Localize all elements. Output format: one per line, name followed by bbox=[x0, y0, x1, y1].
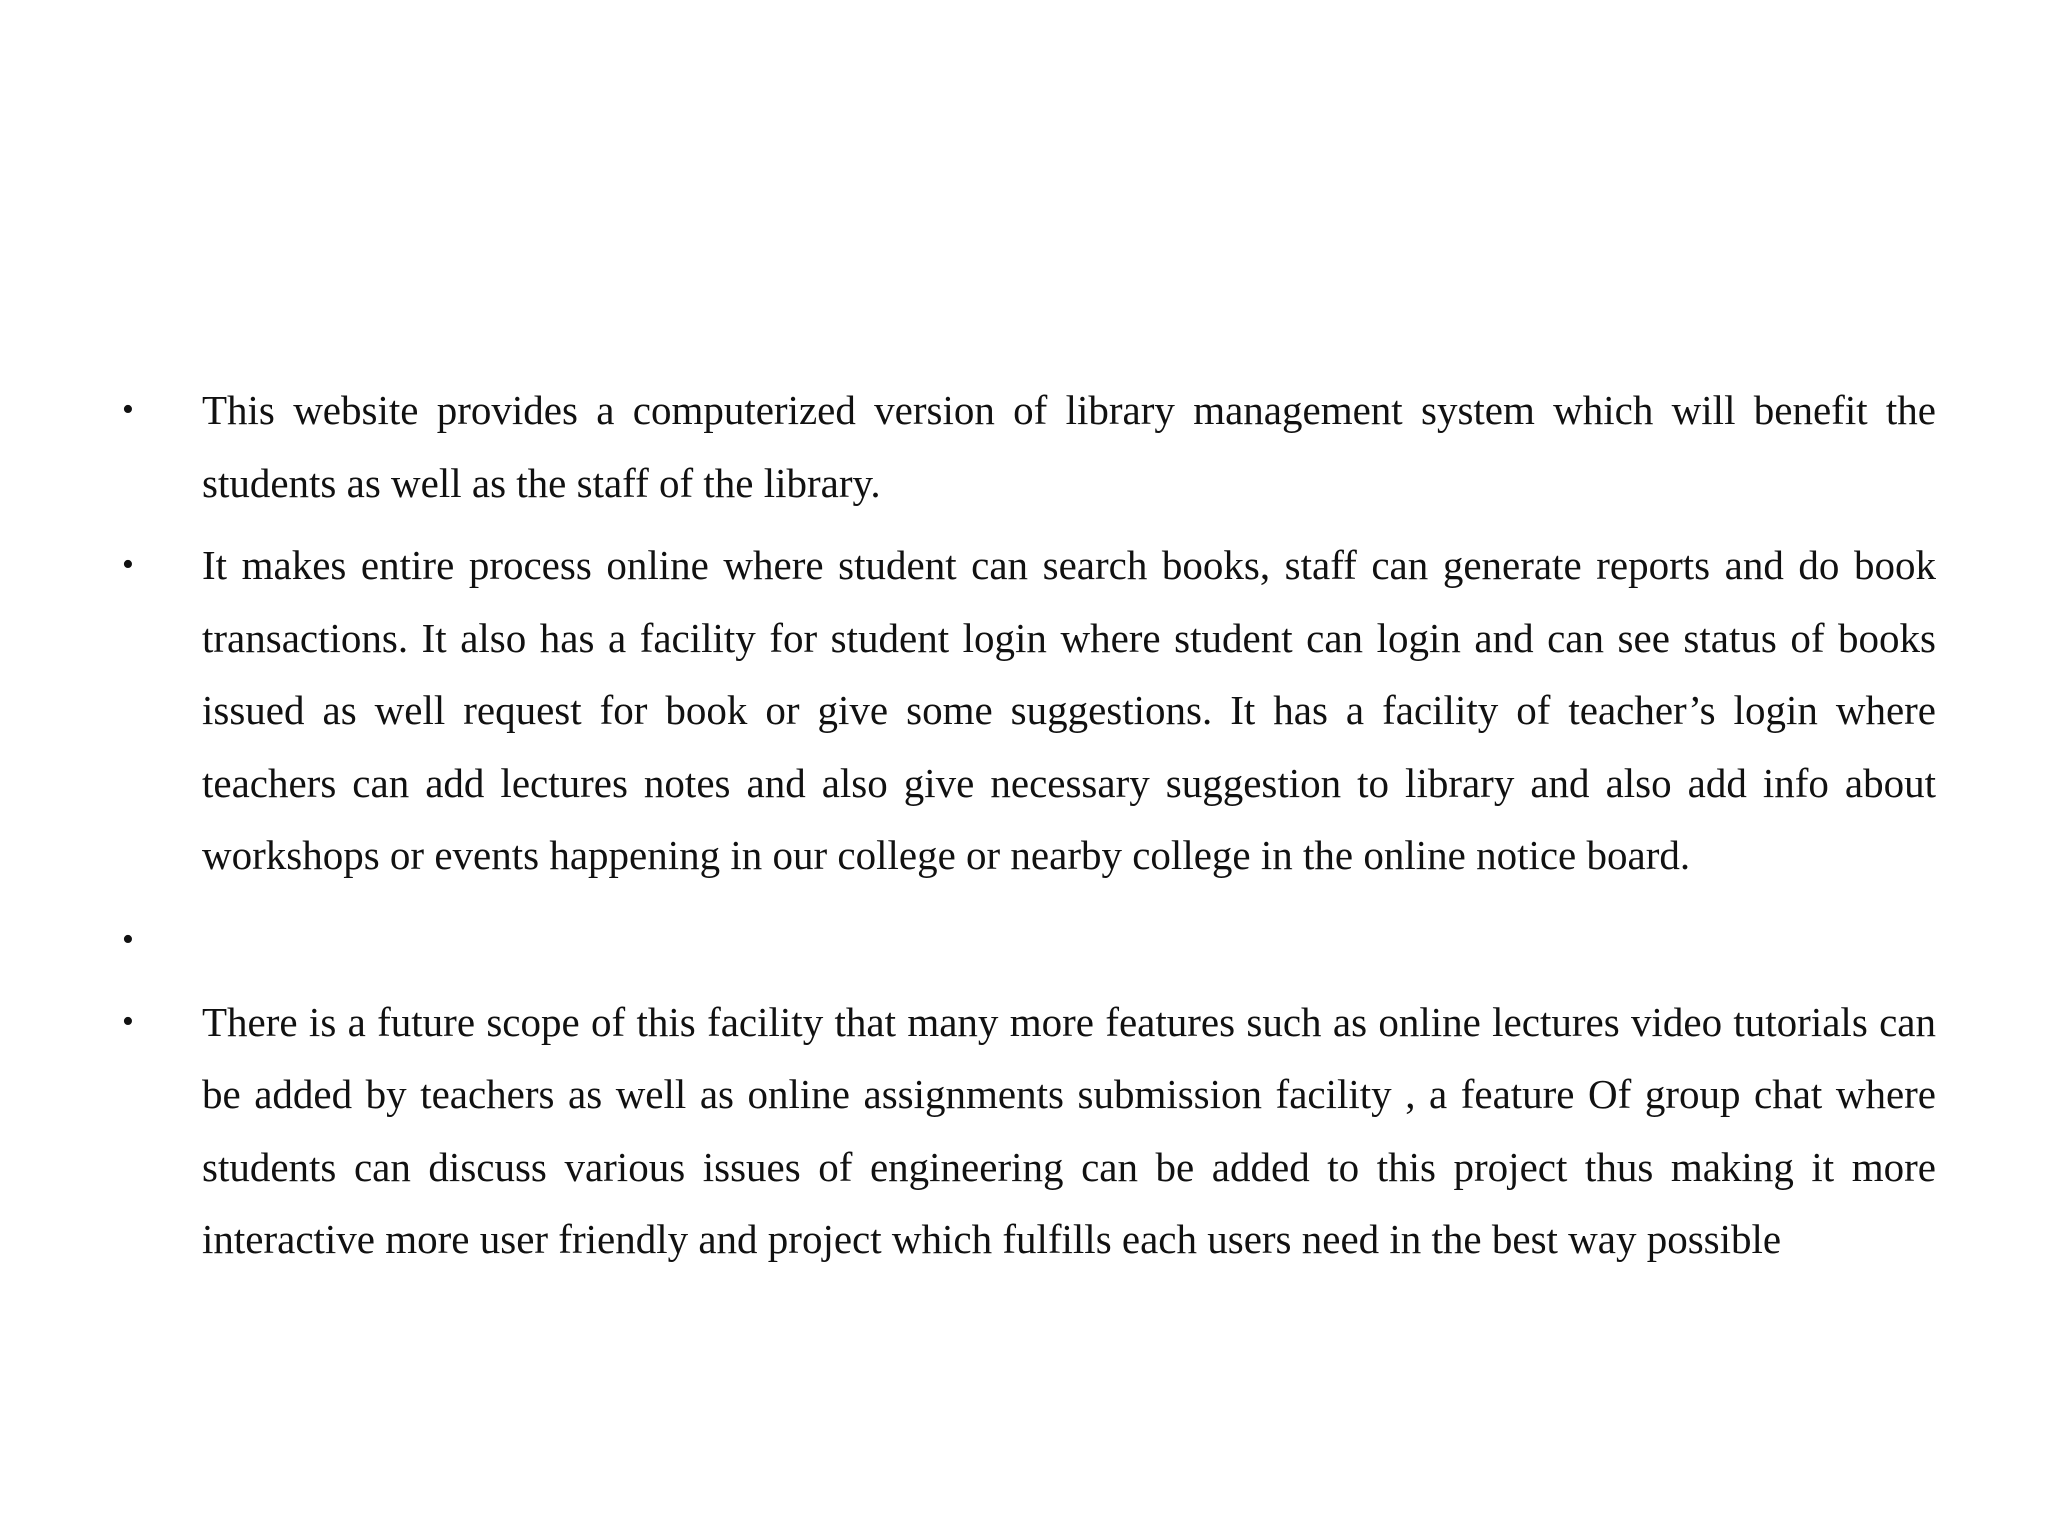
bullet-text: This website provides a computerized version of library management system which will benefit the students as well as the staff of the library. bbox=[202, 387, 1936, 506]
bullet-item bbox=[118, 986, 1936, 1276]
bullet-item bbox=[118, 374, 1936, 519]
bullet-marker: • bbox=[122, 920, 134, 958]
bullet-list bbox=[118, 374, 1936, 1276]
bullet-marker: • bbox=[122, 1002, 134, 1040]
bullet-marker: • bbox=[122, 546, 134, 583]
bullet-item bbox=[118, 529, 1936, 892]
empty-bullet-item bbox=[118, 904, 1936, 976]
bullet-marker: • bbox=[122, 391, 134, 428]
bullet-text: It makes entire process online where student can search books, staff can generate reports and do book transactions. It also has a facility for student login where student can login and can see status of books issued as well request for book or give some suggestions. It has a facility of teacher’s login where teachers can add lectures notes and also give necessary suggestion to library and also add info about workshops or events happening in our college or nearby college in the online notice board. bbox=[202, 542, 1936, 878]
bullet-text: There is a future scope of this facility that many more features such as online lectures video tutorials can be added by teachers as well as online assignments submission facility , a feature Of group chat where students can discuss various issues of engineering can be added to this project thus making it more interactive more user friendly and project which fulfills each users need in the best way possible bbox=[202, 998, 1936, 1262]
